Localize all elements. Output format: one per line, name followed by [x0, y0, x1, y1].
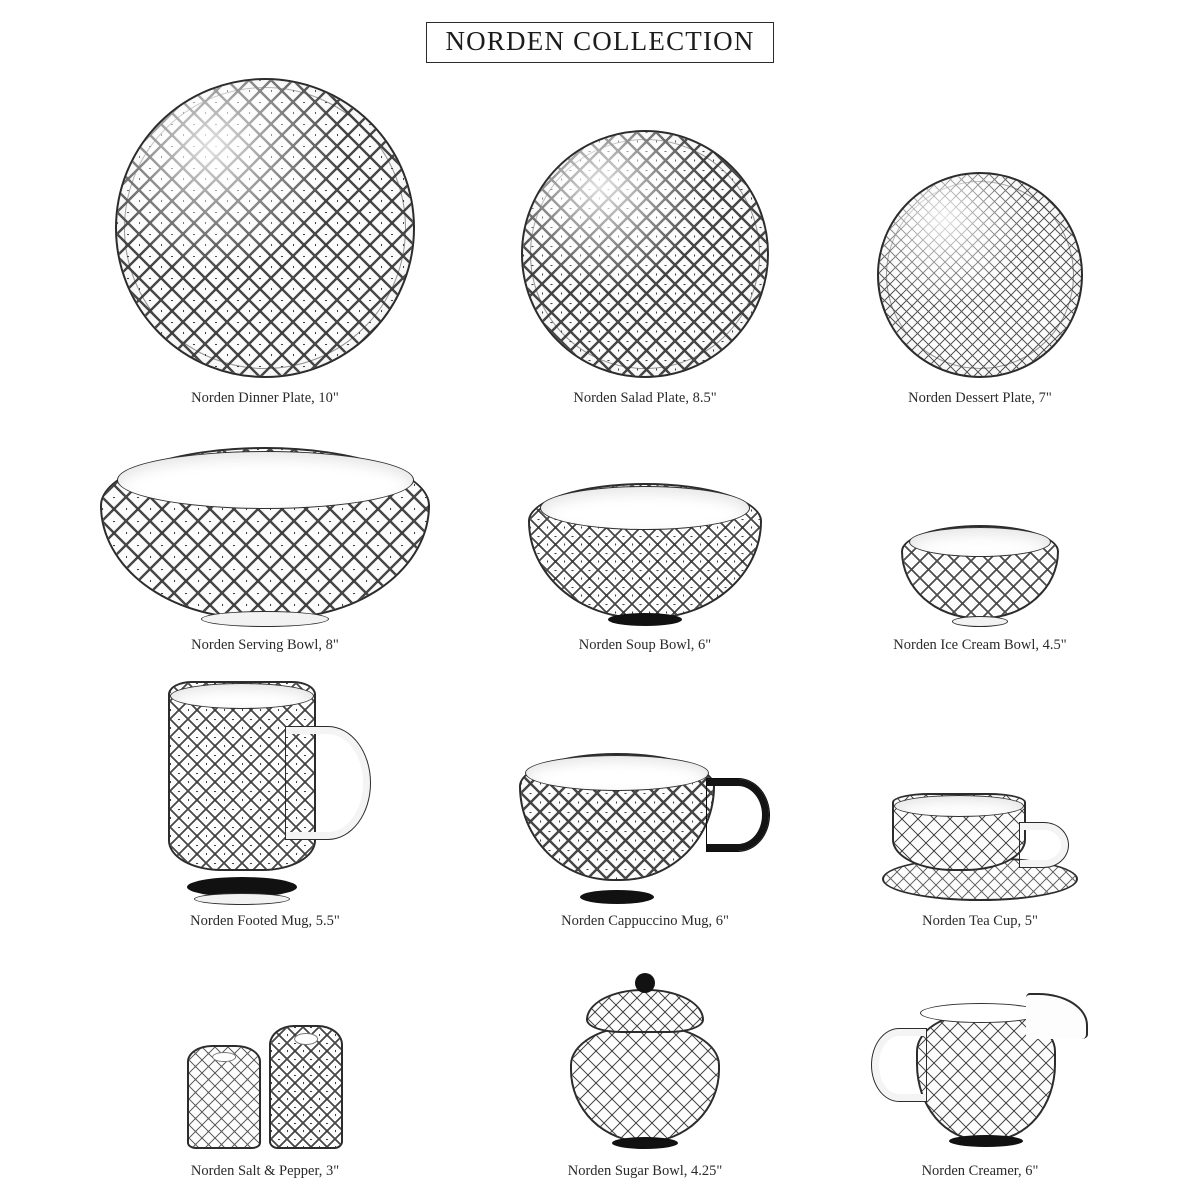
mug-rim — [525, 755, 709, 791]
product-serving-bowl[interactable] — [55, 415, 475, 654]
product-soup-bowl[interactable] — [475, 415, 815, 654]
soup-bowl-art — [528, 415, 762, 625]
product-footed-mug[interactable] — [55, 661, 475, 930]
sugar-foot — [612, 1137, 678, 1149]
bowl-foot — [952, 616, 1008, 627]
product-caption: Norden Salad Plate, 8.5" — [573, 390, 717, 406]
product-dinner-plate[interactable] — [55, 66, 475, 407]
sugar-bowl-icon — [570, 973, 720, 1149]
creamer-art — [872, 939, 1088, 1149]
product-salad-plate[interactable] — [475, 66, 815, 407]
serving-bowl-art — [100, 415, 430, 625]
footed-mug-art — [142, 661, 388, 901]
page-title-container — [0, 22, 1200, 63]
diamond-pattern — [572, 1027, 718, 1141]
mug-base — [194, 893, 290, 905]
dessert-plate-icon — [877, 172, 1083, 378]
page-title: NORDEN COLLECTION — [445, 26, 755, 56]
product-caption: Norden Serving Bowl, 8" — [191, 637, 339, 653]
product-tea-cup[interactable] — [815, 661, 1145, 930]
plates-row — [0, 62, 1200, 407]
cappuccino-mug-icon — [519, 753, 771, 901]
dinner-plate-art — [115, 66, 415, 378]
page-title-box — [426, 22, 773, 63]
product-sugar-bowl[interactable] — [475, 939, 815, 1180]
ice-cream-bowl-art — [901, 415, 1059, 625]
creamer-spout — [1026, 993, 1088, 1039]
product-caption: Norden Cappuccino Mug, 6" — [561, 913, 729, 929]
ice-cream-bowl-icon — [901, 525, 1059, 625]
product-caption: Norden Sugar Bowl, 4.25" — [567, 1163, 723, 1179]
mug-rim — [170, 683, 314, 709]
salad-plate-icon — [521, 130, 769, 378]
shaker-top — [212, 1052, 236, 1062]
creamer-foot — [949, 1135, 1023, 1147]
product-caption: Norden Tea Cup, 5" — [922, 913, 1038, 929]
lid-knob — [635, 973, 655, 993]
salad-plate-art — [521, 66, 769, 378]
product-caption: Norden Dessert Plate, 7" — [908, 390, 1052, 406]
product-grid — [0, 62, 1200, 1180]
product-caption: Norden Creamer, 6" — [921, 1163, 1039, 1179]
sugar-body — [570, 1025, 720, 1143]
creamer-handle — [872, 1029, 926, 1101]
sugar-lid — [586, 989, 704, 1033]
cappuccino-mug-art — [519, 661, 771, 901]
salt-and-pepper-shakers-icon — [187, 1025, 343, 1149]
soup-bowl-icon — [528, 483, 762, 625]
product-caption: Norden Salt & Pepper, 3" — [190, 1163, 340, 1179]
floral-pattern — [117, 80, 413, 376]
product-creamer[interactable] — [815, 939, 1145, 1180]
diamond-pattern — [588, 991, 702, 1031]
tea-cup-and-saucer-icon — [870, 769, 1090, 901]
bowl-foot — [201, 611, 329, 627]
creamer-rim — [920, 1003, 1042, 1023]
cup-rim — [894, 795, 1024, 817]
cup-handle — [1020, 823, 1068, 867]
diamond-pattern — [189, 1047, 259, 1147]
product-salt-and-pepper[interactable] — [55, 939, 475, 1180]
mug-handle — [286, 727, 370, 839]
product-ice-cream-bowl[interactable] — [815, 415, 1145, 654]
floral-pattern — [271, 1027, 341, 1147]
bowl-interior — [909, 527, 1051, 557]
product-cappuccino-mug[interactable] — [475, 661, 815, 930]
drinkware-row — [0, 654, 1200, 930]
creamer-icon — [872, 991, 1088, 1149]
dinner-plate-icon — [115, 78, 415, 378]
serving-bowl-icon — [100, 447, 430, 625]
sugar-bowl-art — [570, 939, 720, 1149]
product-caption: Norden Dinner Plate, 10" — [191, 390, 339, 406]
product-caption: Norden Footed Mug, 5.5" — [190, 913, 340, 929]
fine-diamond-pattern — [879, 174, 1081, 376]
tea-cup-art — [870, 661, 1090, 901]
accessories-row — [0, 930, 1200, 1180]
footed-mug-icon — [142, 681, 388, 901]
floral-pattern — [523, 132, 767, 376]
bowl-foot — [608, 613, 682, 626]
dessert-plate-art — [877, 66, 1083, 378]
bowl-interior — [117, 451, 414, 509]
product-caption: Norden Soup Bowl, 6" — [578, 637, 712, 653]
shaker-top — [294, 1033, 318, 1045]
salt-shaker — [187, 1045, 261, 1149]
mug-foot — [580, 890, 654, 904]
product-caption: Norden Ice Cream Bowl, 4.5" — [893, 637, 1067, 653]
bowl-interior — [540, 486, 751, 530]
salt-and-pepper-art — [187, 939, 343, 1149]
mug-handle — [707, 779, 769, 851]
product-dessert-plate[interactable] — [815, 66, 1145, 407]
pepper-shaker — [269, 1025, 343, 1149]
bowls-row — [0, 407, 1200, 654]
